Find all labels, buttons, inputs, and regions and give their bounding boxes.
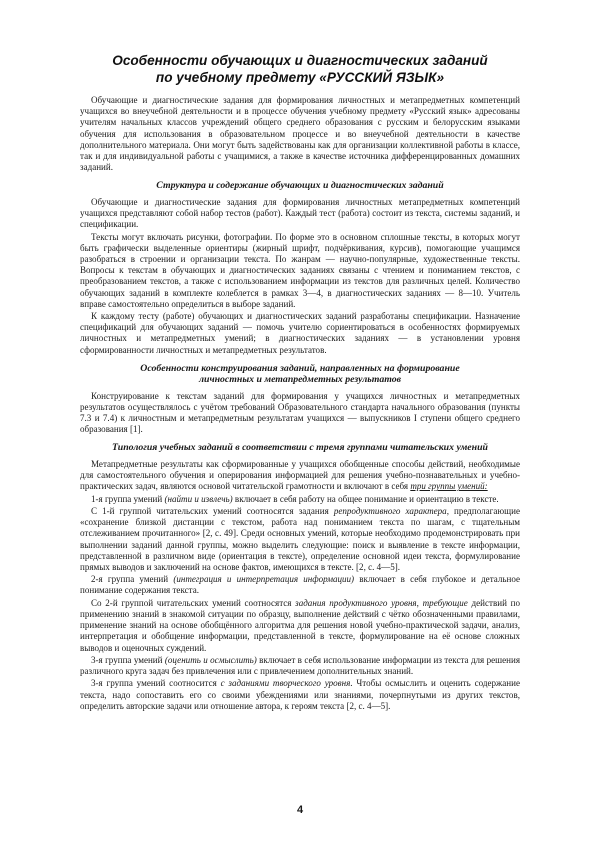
structure-paragraph-3: К каждому тесту (работе) обучающих и диагностических заданий разработаны спецификации. Назначение спецификаций для обучающих заданий — помочь учителю сориентироваться в особенностях формируемых личностных и метапредметных умений; в диагностических заданиях — в установлении уровня сформированности личностных и метапредметных результатов. (80, 311, 520, 355)
page-title-line-2: по учебному предмету «РУССКИЙ ЯЗЫК» (155, 70, 445, 85)
group-2-text: включает в себя глубокое и детальное понимание содержания текста. (80, 574, 520, 596)
group-3-details-paragraph (80, 678, 520, 712)
group-1-emphasis: (найти и извлечь) (164, 493, 233, 504)
group-3-paragraph (80, 655, 520, 677)
typology-paragraph (80, 459, 520, 493)
structure-paragraph-2: Тексты могут включать рисунки, фотографии. По форме это в основном сплошные тексты, в которых могут быть графически выделенные ориентиры (жирный шрифт, подчёркивания, курсив), помогающие учащимся разобраться в строении и организации текста. По жанрам — научно-популярные, художественные тексты. Вопросы к текстам в обучающих и диагностических заданиях связаны с чтением и пониманием текстов, с преобразованием текстов, а также с использованием информации из текстов для различных целей. Количество обучающих заданий в комплекте колеблется в рамках 3—4, в диагностических заданиях — 8—10. Учитель вправе самостоятельно определиться в выборе заданий. (80, 231, 520, 309)
group-2-details-paragraph (80, 598, 520, 654)
group-1-paragraph (80, 494, 520, 505)
section-heading-typology: Типология учебных заданий в соответствии с тремя группами читательских умений (112, 442, 488, 454)
group-1-label: 1-я группа умений (91, 493, 165, 504)
section-heading-structure: Структура и содержание обучающих и диагностических заданий (156, 180, 444, 192)
typology-text: Метапредметные результаты как сформированные у учащихся обобщенные способы действий, необходимые для самостоятельного обучения и оперирования информацией для решения учебно-познавательных и учебно-практических задач, являются основой читательской грамотности и включают в себя (80, 458, 520, 492)
group-2-details-emphasis-2: требующие (422, 597, 468, 608)
group-3-details-lead: 3-я группа умений соотносится (91, 678, 221, 689)
section-heading-construction (80, 363, 520, 386)
structure-paragraph-1: Обучающие и диагностические задания для формирования личностных метапредметных компетенций учащихся представляют собой набор тестов (работ). Каждый тест (работа) состоит из текста, системы заданий, и спецификации. (80, 196, 520, 230)
page-number: 4 (296, 804, 304, 816)
group-1-text: включает в себя работу на общее понимание и ориентацию в тексте. (232, 493, 499, 504)
group-2-details-emphasis-1: задания продуктивного уровня (295, 597, 417, 608)
section-heading-construction-line-2: личностных и метапредметных результатов (198, 374, 402, 386)
group-3-emphasis: (оценить и осмыслить) (164, 654, 257, 665)
typology-emphasis: три группы умений: (410, 481, 488, 492)
group-2-details-lead: Со 2-й группой читательских умений соотносятся (91, 597, 296, 608)
group-3-label: 3-я группа умений (91, 654, 165, 665)
group-3-text: включает в себя использование информации из текста для решения различного круга задач без привлечения или с привлечением дополнительных знаний. (80, 654, 520, 677)
group-2-details-separator: , (416, 597, 423, 608)
group-2-label: 2-я группа умений (91, 574, 174, 585)
group-2-paragraph (80, 574, 520, 596)
page-title-line-1: Особенности обучающих и диагностических заданий (112, 53, 488, 68)
group-3-details-text: . Чтобы осмыслить и оценить содержание текста, надо сопоставить его со своими убеждениями или знаниями, почерпнутыми из других текстов, определить авторские задачи или отношение автора, к героям текста [2, с. 4—5]. (80, 678, 520, 711)
page-title (60, 52, 540, 86)
group-1-details-paragraph (80, 506, 520, 573)
group-2-emphasis: (интеграция и интерпретация информации) (173, 574, 355, 585)
construction-paragraph: Конструирование к текстам заданий для формирования у учащихся личностных и метапредметных результатов осуществлялось с учётом требований Образовательного стандарта начального образования (пункты 7.3 и 7.4) к личностным и метапредметным результатам учащихся — выпускников I ступени общего среднего образования [1]. (80, 390, 520, 435)
group-1-details-emphasis: репродуктивного характера (333, 505, 447, 516)
group-3-details-emphasis: с заданиями творческого уровня (220, 678, 351, 689)
group-1-details-text: , предполагающие «сохранение близкой дистанции с текстом, работа над пониманием текста по шагам, с тщательным отслеживанием прочитанного» [2, с. 49]. Среди основных умений, которые необходимо продемонстрировать при выполнении заданий данной группы, можно выделить следующие: поиск и выявление в тексте информации, представленной в различном виде (ориентация в тексте), определение основной идеи текста, формулирование прямых выводов и заключений на основе фактов, имеющихся в тексте. [2, с. 4—5]. (80, 505, 520, 572)
document-body (80, 95, 520, 712)
section-heading-construction-line-1: Особенности конструирования заданий, направленных на формирование (140, 362, 460, 374)
group-1-details-lead: С 1-й группой читательских умений соотносятся задания (91, 505, 334, 516)
intro-paragraph: Обучающие и диагностические задания для формирования личностных и метапредметных компетенций учащихся во внеучебной деятельности и в процессе обучения учебному предмету «Русский язык» адресованы учителям начальных классов учреждений общего среднего образования с русским и белорусским языками обучения для использования в образовательном процессе и во внеучебной деятельности в качестве дополнительного материала. Они могут быть задействованы как для организации коллективной работы в классе, так и для индивидуальной работы с учащимися, а также в качестве источника дифференцированных домашних заданий. (80, 95, 520, 173)
group-2-details-text: действий по применению знаний в знакомой ситуации по образцу, выполнение действий с чётко обозначенными правилами, применение знаний на основе обобщённого алгоритма для решения новой учебно-практической задачи, анализ, интерпретация и обобщение информации, представленной в тексте, формулирование на её основе сложных выводов и оценочных суждений. (80, 597, 520, 653)
